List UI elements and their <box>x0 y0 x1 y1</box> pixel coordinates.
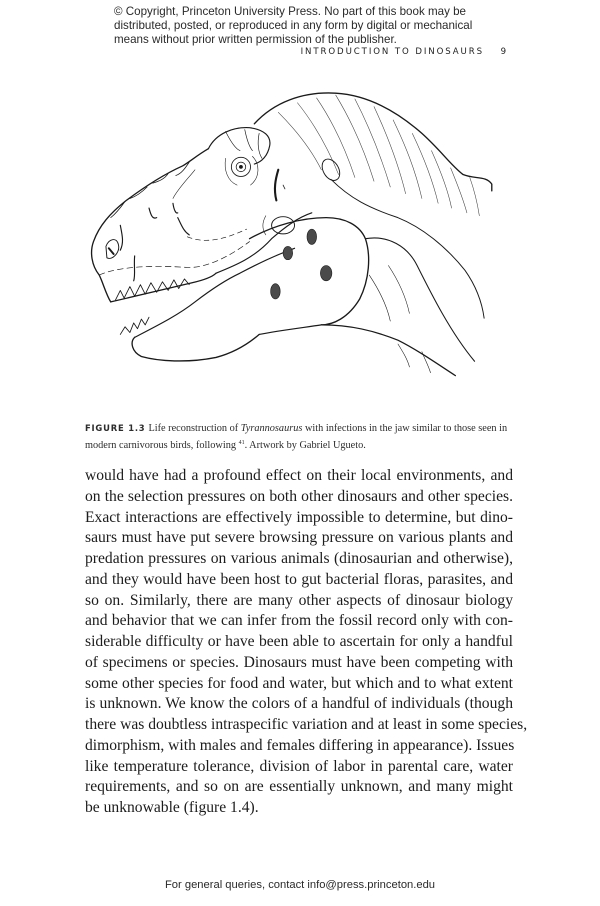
tyrannosaurus-head-illustration <box>82 72 532 392</box>
body-paragraph <box>85 466 528 819</box>
body-line: like temperature tolerance, division of labor in parental care, water <box>85 757 513 775</box>
body-line: predation pressures on various animals (dinosaurian and otherwise), <box>85 550 513 567</box>
body-line: would have had a profound effect on their local environments, and <box>85 467 513 484</box>
caption-text: . Artwork by Gabriel Ugueto. <box>244 440 366 451</box>
page-number: 9 <box>500 47 508 57</box>
copyright-line: means without prior written permission of the publisher. <box>114 33 397 47</box>
body-line: dimorphism, with males and females differing in appearance). Issues <box>85 736 515 754</box>
body-line: of specimens or species. Dinosaurs must have been competing with <box>85 653 513 671</box>
copyright-line: distributed, posted, or reproduced in any form by digital or mechanical <box>114 19 473 33</box>
body-line: is unknown. We know the colors of a handful of individuals (though <box>85 695 513 713</box>
body-line: requirements, and so on are essentially unknown, and many might <box>85 778 513 796</box>
figure-label: FIGURE 1.3 <box>85 423 146 433</box>
body-line: be unknowable (figure 1.4). <box>85 799 259 816</box>
body-line: so on. Similarly, there are many other aspects of dinosaur biology <box>85 591 513 609</box>
figure-illustration <box>82 72 532 392</box>
caption-taxon: Tyrannosaurus <box>240 423 303 434</box>
body-line: on the selection pressures on both other dinosaurs and other species. <box>85 487 513 505</box>
caption-text: with infections in the jaw similar to those seen in modern carnivorous birds, following <box>85 423 508 451</box>
body-line: some other species for food and water, but which and to what extent <box>85 674 513 692</box>
body-line: there was doubtless intraspecific variation and at least in some species, <box>85 716 528 733</box>
running-head <box>301 47 508 57</box>
caption-text: Life reconstruction of <box>148 423 241 434</box>
body-line: Exact interactions are effectively impossible to determine, but dino- <box>85 508 513 526</box>
caption-reference: 41 <box>238 440 245 446</box>
copyright-notice <box>114 5 514 48</box>
body-line: siderable difficulty or have been able to ascertain for only a handful <box>85 633 513 650</box>
body-line: and behavior that we can infer from the fossil record only with con- <box>85 612 513 630</box>
footer-contact: For general queries, contact info@press.princeton.edu <box>164 879 436 891</box>
body-line: saurs must have put severe browsing pressure on various plants and <box>85 529 513 547</box>
body-line: and they would have been host to gut bacterial floras, parasites, and <box>85 570 513 588</box>
running-head-title: INTRODUCTION TO DINOSAURS <box>300 47 484 57</box>
copyright-line: © Copyright, Princeton University Press. No part of this book may be <box>114 5 466 18</box>
figure-caption <box>85 421 525 453</box>
